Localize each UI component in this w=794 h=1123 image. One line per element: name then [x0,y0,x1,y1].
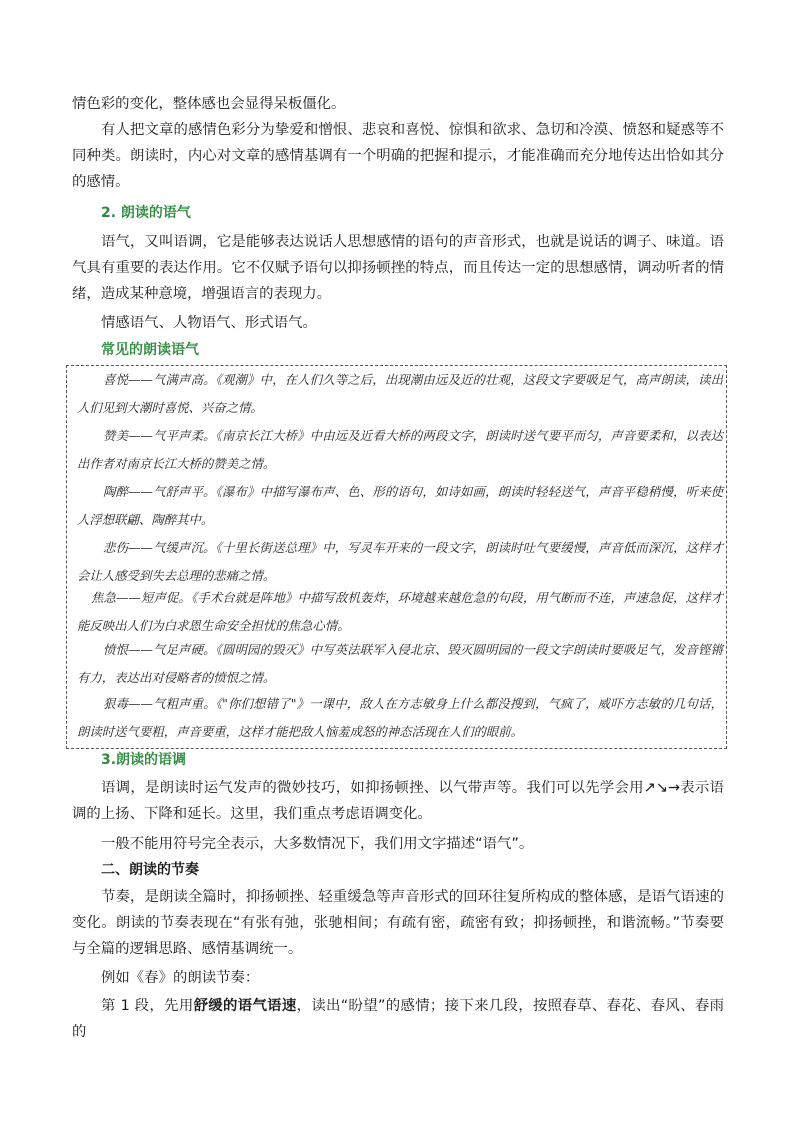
heading-common-tones: 常见的朗读语气 [101,342,199,358]
tone-item-joy: 喜悦——气满声高。《观潮》中，在人们久等之后，出现潮由远及近的壮观，这段文字要吸足气，高声朗读，读出人们见到大潮时喜悦、兴奋之情。 [77,372,723,415]
paragraph-rhythm-definition: 节奏，是朗读全篇时，抑扬顿挫、轻重缓急等声音形式的回环往复所构成的整体感，是语气语速的变化。朗读的节奏表现在“有张有弛，张驰相间；有疏有密，疏密有致；抑扬顿挫，和谐流畅。”节奏要与全篇的逻辑思路、感情基调统一。 [72,889,724,957]
paragraph-continuation: 情色彩的变化，整体感也会显得呆板僵化。 [72,96,346,112]
tone-item-vicious: 狠毒——气粗声重。《"你们想错了"》一课中，敌人在方志敏身上什么都没搜到，气疯了，威吓方志敏的几句话，朗读时送气要粗，声音要重，这样才能把敌人恼羞成怒的神态活现在人们的眼前。 [77,696,723,739]
tone-item-anxiety: 焦急——短声促。《手术台就是阵地》中描写敌机轰炸，环境越来越危急的句段，用气断而不连，声速急促，这样才能反映出人们为白求恩生命安全担忧的焦急心情。 [77,590,723,633]
tone-item-intoxication: 陶醉——气舒声平。《瀑布》中描写瀑布声、色、形的语句，如诗如画，朗读时轻轻送气，声音平稳稍慢，听来使人浮想联翩、陶醉其中。 [77,484,723,527]
text-run: 第 1 段，先用 [101,998,194,1014]
text-run: ，读出“盼望”的感情；接下来几段，按照春草、春花、春风、春雨的 [72,998,724,1040]
paragraph-tone-definition: 语气，又叫语调，它是能够表达说话人思想感情的语句的声音形式，也就是说话的调子、味道。语气具有重要的表达作用。它不仅赋予语句以抑扬顿挫的特点，而且传达一定的思想感情，调动听者的情绪，造成某种意境，增强语言的表现力。 [72,234,724,302]
paragraph-intonation-definition: 语调，是朗读时运气发声的微妙技巧，如抑扬顿挫、以气带声等。我们可以先学会用↗↘→表示语调的上扬、下降和延长。这里，我们重点考虑语调变化。 [72,780,724,822]
heading-intonation: 3.朗读的语调 [101,752,187,768]
paragraph-emotion-types: 有人把文章的感情色彩分为挚爱和憎恨、悲哀和喜悦、惊惧和欲求、急切和冷漠、愤怒和疑惑等不同种类。朗读时，内心对文章的感情基调有一个明确的把握和提示，才能准确而充分地传达出恰如其分的感情。 [72,122,724,190]
heading-reading-tone: 2. 朗读的语气 [101,205,191,221]
paragraph-intonation-note: 一般不能用符号完全表示，大多数情况下，我们用文字描述“语气”。 [101,836,534,852]
heading-rhythm: 二、朗读的节奏 [101,862,199,878]
tone-item-praise: 赞美——气平声柔。《南京长江大桥》中由远及近看大桥的两段文字，朗读时送气要平而匀，声音要柔和，以表达出作者对南京长江大桥的赞美之情。 [77,428,723,471]
emphasis-text: 舒缓的语气语速 [193,998,297,1014]
paragraph-tone-categories: 情感语气、人物语气、形式语气。 [101,315,317,331]
paragraph-spring-example: 例如《春》的朗读节奏： [101,970,260,986]
tone-item-resentment: 愤恨——气足声硬。《圆明园的毁灭》中写英法联军入侵北京、毁灭圆明园的一段文字朗读时要吸足气，发音铿锵有力，表达出对侵略者的愤恨之情。 [77,642,723,685]
tone-item-sorrow: 悲伤——气缓声沉。《十里长街送总理》中，写灵车开来的一段文字，朗读时吐气要缓慢，声音低而深沉，这样才会让人感受到失去总理的悲痛之情。 [77,540,723,583]
paragraph-spring-first-section [72,993,724,1045]
